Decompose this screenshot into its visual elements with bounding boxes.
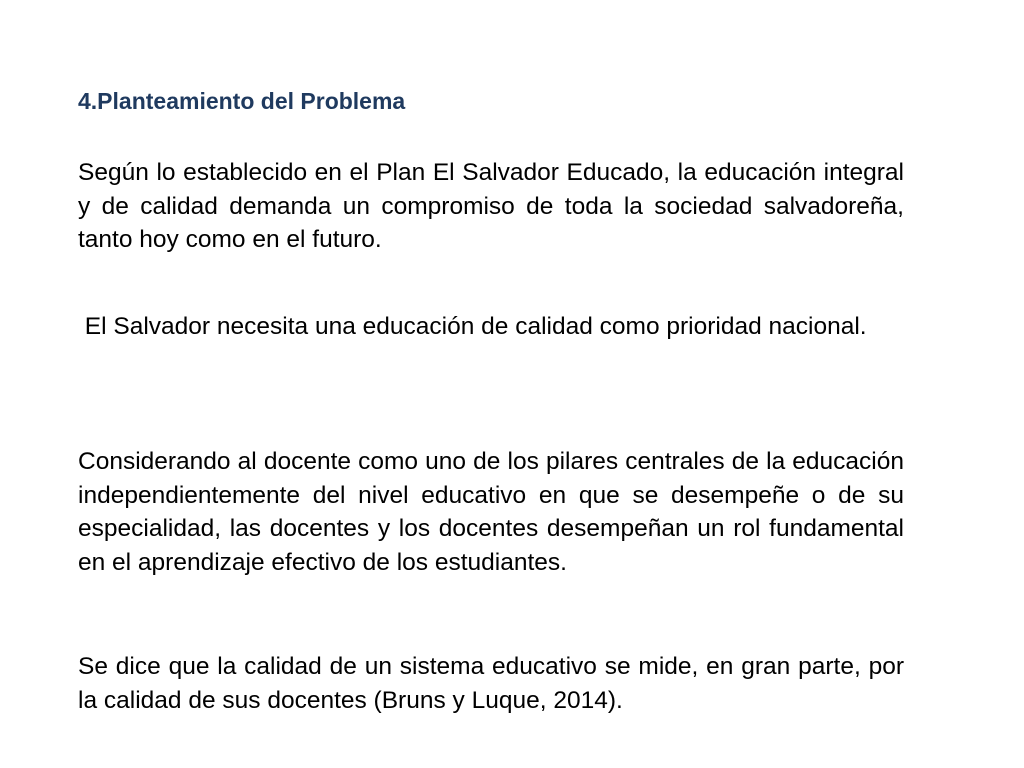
paragraph-prioridad-nacional: El Salvador necesita una educación de calidad como prioridad nacional. [78,313,867,340]
paragraph-rol-docente: Considerando al docente como uno de los pilares centrales de la educación independientemente del nivel educativo en que se desempeñe o de su especialidad, las docentes y los docentes desempeñan un rol fundamental en el aprendizaje efectivo de los estudiantes. [78,448,904,577]
slide-heading: 4.Planteamiento del Problema [78,88,406,114]
paragraph-plan-educado: Según lo establecido en el Plan El Salvador Educado, la educación integral y de calidad demanda un compromiso de toda la sociedad salvadoreña, tanto hoy como en el futuro. [78,159,904,254]
paragraph-calidad-docentes: Se dice que la calidad de un sistema educativo se mide, en gran parte, por la calidad de sus docentes (Bruns y Luque, 2014). [78,653,904,714]
